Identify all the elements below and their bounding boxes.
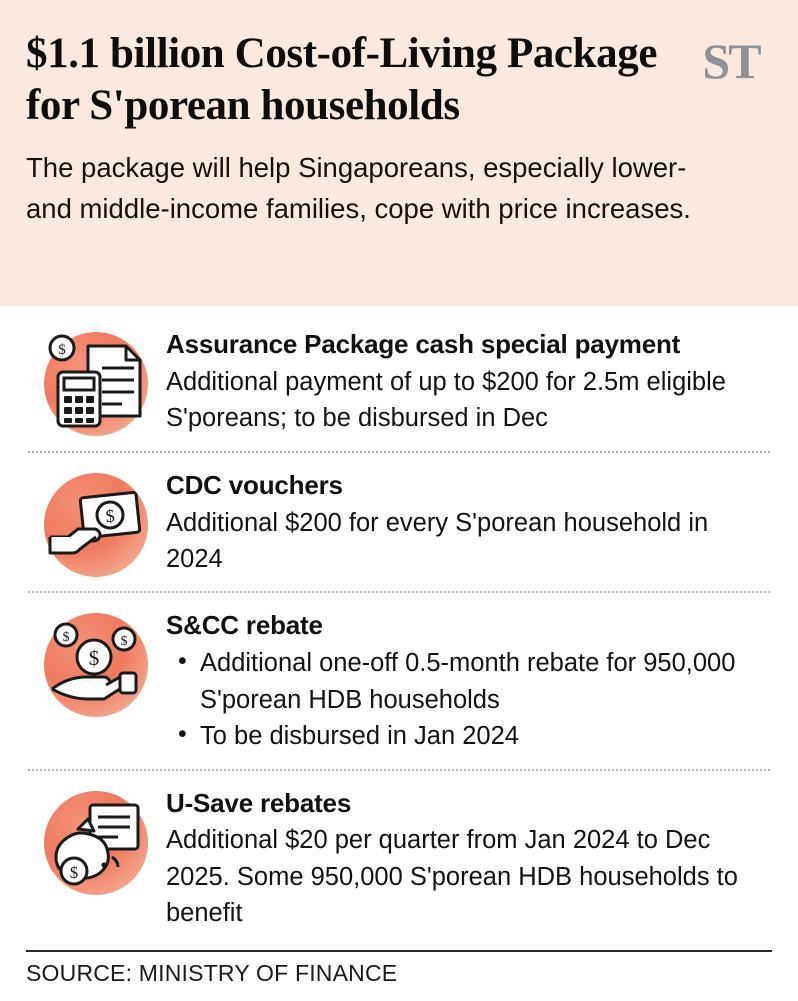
list-item <box>26 312 772 451</box>
benefits-list <box>26 306 772 946</box>
icon-container <box>26 787 166 895</box>
hand-with-coins-icon <box>44 613 148 717</box>
item-title: Assurance Package cash special payment <box>166 329 681 359</box>
svg-text:$: $ <box>69 862 79 882</box>
list-item <box>26 453 772 592</box>
logo-text: ST <box>702 33 760 89</box>
footer-rule <box>26 950 772 952</box>
list-item <box>26 593 772 768</box>
svg-text:$: $ <box>88 646 100 671</box>
item-description: Additional payment of up to $200 for 2.5m eligible S'poreans; to be disbursed in Dec <box>166 367 726 433</box>
source-label: SOURCE: MINISTRY OF FINANCE <box>26 960 398 986</box>
item-title: S&CC rebate <box>166 610 323 641</box>
item-body <box>166 328 772 437</box>
item-body <box>166 787 772 932</box>
icon-container <box>26 328 166 436</box>
header <box>0 0 798 306</box>
straits-times-logo <box>692 30 770 92</box>
footer <box>26 950 772 987</box>
page-subtitle: The package will help Singaporeans, especially lower- and middle-income families, cope with price increases. <box>26 151 691 225</box>
svg-text:$: $ <box>58 342 66 358</box>
piggy-bank-bill-icon <box>44 791 148 895</box>
list-item <box>26 771 772 946</box>
page-title: $1.1 billion Cost-of-Living Package for S'porean households <box>26 30 658 130</box>
item-title: CDC vouchers <box>166 469 343 500</box>
item-title: U-Save rebates <box>166 787 352 818</box>
item-description: Additional $20 per quarter from Jan 2024 to Dec 2025. Some 950,000 S'porean HDB households to benefit <box>166 826 738 928</box>
item-body <box>166 609 772 754</box>
icon-container <box>26 469 166 577</box>
svg-text:$: $ <box>62 630 70 646</box>
item-bullets <box>166 645 762 754</box>
calculator-document-icon <box>44 332 148 436</box>
item-body <box>166 469 772 578</box>
item-description: Additional $200 for every S'porean household in 2024 <box>166 508 709 573</box>
list-item-bullet: • Additional one-off 0.5-month rebate for 950,000 S'porean HDB households <box>166 645 762 718</box>
hand-holding-banknote-icon <box>44 473 148 577</box>
icon-container <box>26 609 166 717</box>
svg-text:$: $ <box>120 634 128 650</box>
list-item-bullet: • To be disbursed in Jan 2024 <box>166 718 762 754</box>
svg-text:$: $ <box>104 505 116 527</box>
